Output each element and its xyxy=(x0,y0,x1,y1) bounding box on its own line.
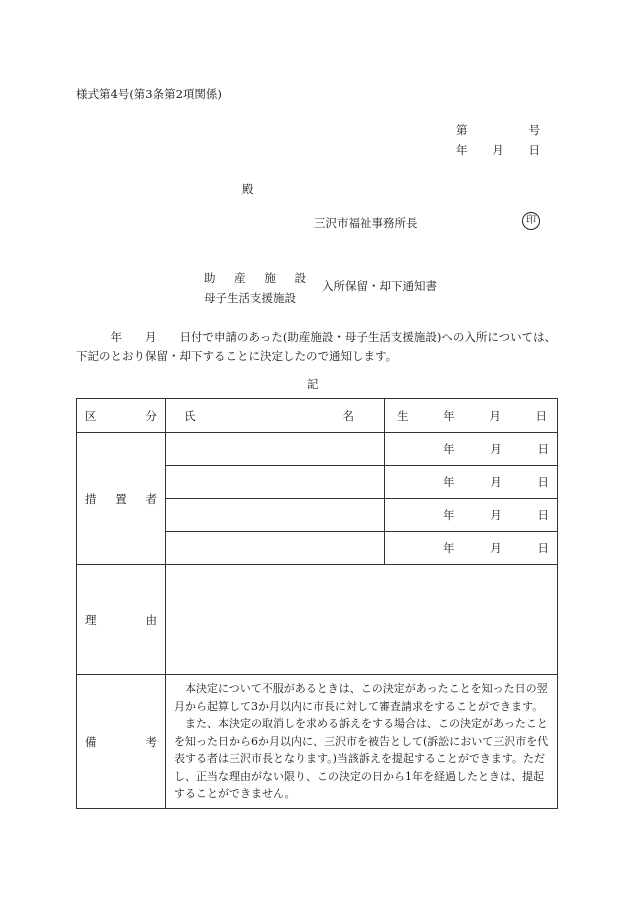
sochi-name-1[interactable] xyxy=(166,433,385,466)
number-go: 号 xyxy=(528,123,540,137)
header-row xyxy=(77,399,558,433)
riyu-row xyxy=(77,565,558,675)
ki-heading: 記 xyxy=(307,377,319,391)
header-birth: 生 年 月 日 xyxy=(385,399,558,433)
sochi-name-4[interactable] xyxy=(166,532,385,565)
sochi-label-cell: 措 置 者 xyxy=(77,433,166,565)
header-kubun: 区 分 xyxy=(77,399,166,433)
issuer-name: 三沢市福祉事務所長 xyxy=(314,216,418,230)
sochi-name-2[interactable] xyxy=(166,466,385,499)
sochi-birth-1[interactable]: 年 月 日 xyxy=(385,433,558,466)
notice-title xyxy=(204,268,306,308)
title-line-boshi: 母子生活支援施設 xyxy=(204,291,296,305)
title-suffix: 入所保留・却下通知書 xyxy=(322,279,437,293)
number-dai: 第 xyxy=(456,123,468,137)
biko-paragraph-2: また、本決定の取消しを求める訴えをする場合は、この決定があったことを知った日から6か月以内に、三沢市を被告として(訴訟において三沢市を代表する者は三沢市長となります。)当該訴えを提起することができます。ただし、正当な理由がない限り、この決定の日から1年を経過したときは、提起することができません。 xyxy=(174,717,549,801)
document-number-line xyxy=(456,122,540,138)
riyu-content[interactable] xyxy=(166,565,558,675)
sochi-birth-4[interactable]: 年 月 日 xyxy=(385,532,558,565)
title-line-josan: 助 産 施 設 xyxy=(204,271,306,285)
notice-table xyxy=(76,398,558,809)
sochi-birth-2[interactable]: 年 月 日 xyxy=(385,466,558,499)
sochi-row-1 xyxy=(77,433,558,466)
date-month: 月 xyxy=(492,143,504,157)
biko-paragraph-1: 本決定について不服があるときは、この決定があったことを知った日の翌月から起算して3か月以内に市長に対して審査請求をすることができます。 xyxy=(174,682,548,713)
notice-body: 年 月 日付で申請のあった(助産施設・母子生活支援施設)への入所については、下記のとおり保留・却下することに決定したので通知します。 xyxy=(76,330,557,363)
document-date-line xyxy=(456,142,540,158)
riyu-label-cell: 理 由 xyxy=(77,565,166,675)
header-name: 氏 名 xyxy=(166,399,385,433)
biko-row xyxy=(77,675,558,809)
biko-label-cell: 備 考 xyxy=(77,675,166,809)
sochi-name-3[interactable] xyxy=(166,499,385,532)
date-day: 日 xyxy=(528,143,540,157)
form-number: 様式第4号(第3条第2項関係) xyxy=(76,87,222,101)
addressee-suffix: 殿 xyxy=(242,182,254,196)
seal-mark: 印 xyxy=(522,212,540,230)
sochi-birth-3[interactable]: 年 月 日 xyxy=(385,499,558,532)
date-year: 年 xyxy=(456,143,468,157)
biko-content xyxy=(166,675,558,809)
